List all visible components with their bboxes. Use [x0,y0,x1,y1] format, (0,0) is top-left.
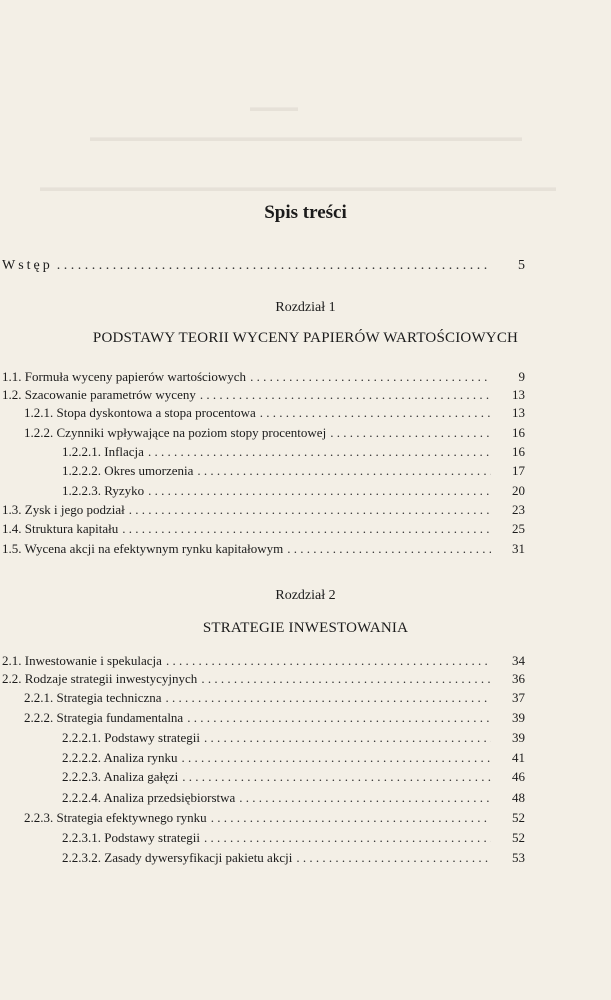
toc-entry[interactable] [24,689,525,707]
toc-entry[interactable] [62,462,525,480]
toc-entry[interactable] [2,386,525,404]
bleed-through-text: ▬▬▬▬▬▬▬▬▬▬▬▬▬▬▬▬▬▬▬▬▬▬▬▬▬▬▬▬▬▬▬▬▬▬▬▬▬▬▬▬▬▬▬ [40,180,556,194]
toc-entry-label: 1.2. Szacowanie parametrów wyceny [2,387,196,402]
toc-entry[interactable] [24,404,525,422]
toc-entry[interactable] [24,424,525,442]
toc-entry[interactable] [2,520,525,538]
leader-dots [201,670,491,687]
toc-entry-page: 16 [512,425,525,440]
toc-entry-page: 31 [512,541,525,556]
leader-dots [296,849,491,866]
toc-entry-page: 52 [512,810,525,825]
toc-entry-page: 36 [512,671,525,686]
toc-entry-label: 1.5. Wycena akcji na efektywnym rynku kapitałowym [2,541,284,556]
toc-entry[interactable] [62,768,525,786]
leader-dots [122,520,491,537]
toc-entry[interactable] [62,729,525,747]
toc-entry-label: 2.2.2.2. Analiza rynku [62,750,178,765]
toc-entry-label: 2.2.3. Strategia efektywnego rynku [24,810,207,825]
toc-entry-page: 46 [512,769,525,784]
toc-entry-label: 2.2. Rodzaje strategii inwestycyjnych [2,671,198,686]
toc-entry[interactable] [2,368,525,386]
leader-dots [287,540,491,557]
toc-entry-page: 9 [518,369,525,384]
toc-entry[interactable] [24,809,525,827]
chapter-2-title: STRATEGIE INWESTOWANIA [202,620,409,636]
toc-entry-page: 20 [512,483,525,498]
toc-entry[interactable] [2,501,525,519]
leader-dots [166,652,491,669]
toc-entry-page: 41 [512,750,525,765]
toc-entry-page: 17 [512,463,525,478]
toc-entry[interactable] [2,540,525,558]
toc-entry-label: 1.4. Struktura kapitału [2,521,119,536]
toc-title: Spis treści [264,202,347,223]
leader-dots [148,443,491,460]
leader-dots [330,424,491,441]
leader-dots [166,689,491,706]
toc-entry-label: 2.2.1. Strategia techniczna [24,690,162,705]
toc-entry-page: 13 [512,405,525,420]
bleed-through-text: ▬▬▬▬ [250,100,298,114]
toc-entry-label: 2.2.2.4. Analiza przedsiębiorstwa [62,790,236,805]
toc-entry-label: 2.2.2. Strategia fundamentalna [24,710,184,725]
toc-entry[interactable] [62,849,525,867]
toc-entry-label: 2.2.3.1. Podstawy strategii [62,830,200,845]
toc-entry-page: 39 [512,730,525,745]
leader-dots [129,501,491,518]
toc-entry-label: 2.2.2.3. Analiza gałęzi [62,769,179,784]
toc-entry-page: 5 [518,258,525,273]
leader-dots [187,709,491,726]
toc-entry-page: 53 [512,850,525,865]
toc-entry[interactable] [2,652,525,670]
leader-dots [250,368,491,385]
chapter-2-label: Rozdział 2 [275,588,336,603]
bleed-through-text: ▬▬▬▬▬▬▬▬▬▬▬▬▬▬▬▬▬▬▬▬▬▬▬▬▬▬▬▬▬▬▬▬▬▬▬▬ [90,130,522,144]
leader-dots [182,749,491,766]
toc-entry[interactable] [2,670,525,688]
toc-entry-label: 2.2.2.1. Podstawy strategii [62,730,200,745]
leader-dots [204,829,491,846]
leader-dots [197,462,491,479]
toc-entry[interactable] [62,829,525,847]
chapter-1-title: PODSTAWY TEORII WYCENY PAPIERÓW WARTOŚCIOWYCH [92,330,519,346]
toc-entry-label: Wstęp [2,258,53,273]
leader-dots [260,404,491,421]
toc-entry[interactable] [62,789,525,807]
toc-entry-page: 37 [512,690,525,705]
toc-entry-intro[interactable] [2,257,525,275]
leader-dots [204,729,491,746]
toc-entry[interactable] [62,482,525,500]
toc-entry-page: 16 [512,444,525,459]
leader-dots [182,768,491,785]
toc-entry-label: 1.1. Formuła wyceny papierów wartościowych [2,369,247,384]
toc-entry-page: 13 [512,387,525,402]
toc-entry-page: 39 [512,710,525,725]
toc-entry-page: 52 [512,830,525,845]
toc-entry-label: 1.2.1. Stopa dyskontowa a stopa procentowa [24,405,256,420]
toc-entry-page: 23 [512,502,525,517]
leader-dots [200,386,491,403]
leader-dots [148,482,491,499]
toc-entry-label: 1.3. Zysk i jego podział [2,502,125,517]
toc-entry-label: 1.2.2.3. Ryzyko [62,483,145,498]
leader-dots [57,257,491,274]
toc-entry[interactable] [62,443,525,461]
toc-entry-page: 48 [512,790,525,805]
chapter-1-label: Rozdział 1 [275,300,336,315]
leader-dots [239,789,491,806]
toc-entry-page: 25 [512,521,525,536]
toc-entry-label: 2.2.3.2. Zasady dywersyfikacji pakietu akcji [62,850,293,865]
toc-entry-label: 1.2.2.1. Inflacja [62,444,144,459]
toc-entry-page: 34 [512,653,525,668]
toc-entry-label: 2.1. Inwestowanie i spekulacja [2,653,162,668]
toc-entry-label: 1.2.2. Czynniki wpływające na poziom stopy procentowej [24,425,327,440]
toc-entry-label: 1.2.2.2. Okres umorzenia [62,463,194,478]
leader-dots [211,809,491,826]
toc-entry[interactable] [24,709,525,727]
toc-entry[interactable] [62,749,525,767]
